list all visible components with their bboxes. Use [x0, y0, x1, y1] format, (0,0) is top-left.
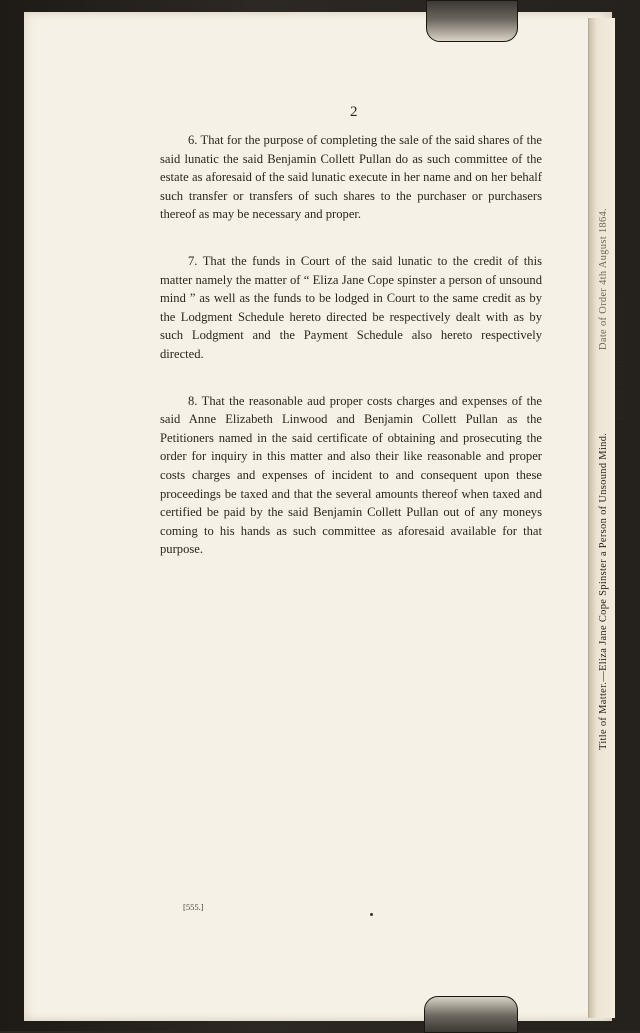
endorsement-date: Date of Order 4th August 1864. [598, 208, 609, 350]
paragraph-8: 8. That the reasonable aud proper costs charges and expenses of the said Anne Elizabeth Linwood and Benjamin Collett Pullan as the Petitioners named in the said certificate of obtaining and prosecuting the order for inquiry in this matter and also their like reasonable and proper costs charges and expenses of incident to and consequent upon these proceedings be taxed and that the several amounts thereof when taxed and certified be paid by the said Benjamin Collett Pullan out of any moneys coming to his hands as such committee as aforesaid available for that purpose. [160, 393, 542, 557]
endorsement-title: Title of Matter.—Eliza Jane Cope Spinster a Person of Unsound Mind. [598, 432, 609, 750]
ink-dot [370, 913, 373, 916]
paragraph-7: 7. That the funds in Court of the said lunatic to the credit of this matter namely the matter of “ Eliza Jane Cope spinster a person of unsound mind ” as well as the funds to be lodged in Court to the same credit as by the Lodgment Schedule hereto directed be respectively dealt with as by such Lodgment and the Payment Schedule also hereto respectively directed. [160, 253, 542, 361]
endorsement-ledger: Ledger Credit.—As above. [616, 299, 627, 420]
binder-clip-bottom [424, 996, 518, 1033]
document-body [160, 131, 542, 587]
print-reference: [555.] [183, 902, 204, 912]
page-number: 2 [350, 104, 358, 120]
paragraph-6: 6. That for the purpose of completing the sale of the said shares of the said lunatic the said Benjamin Collett Pullan do as such committee of the estate as aforesaid of the said lunatic execute in her name and on her behalf such transfer or transfers of such shares to the purchaser or purchasers thereof as may be necessary and proper. [160, 133, 542, 222]
binder-clip-top [426, 0, 518, 42]
